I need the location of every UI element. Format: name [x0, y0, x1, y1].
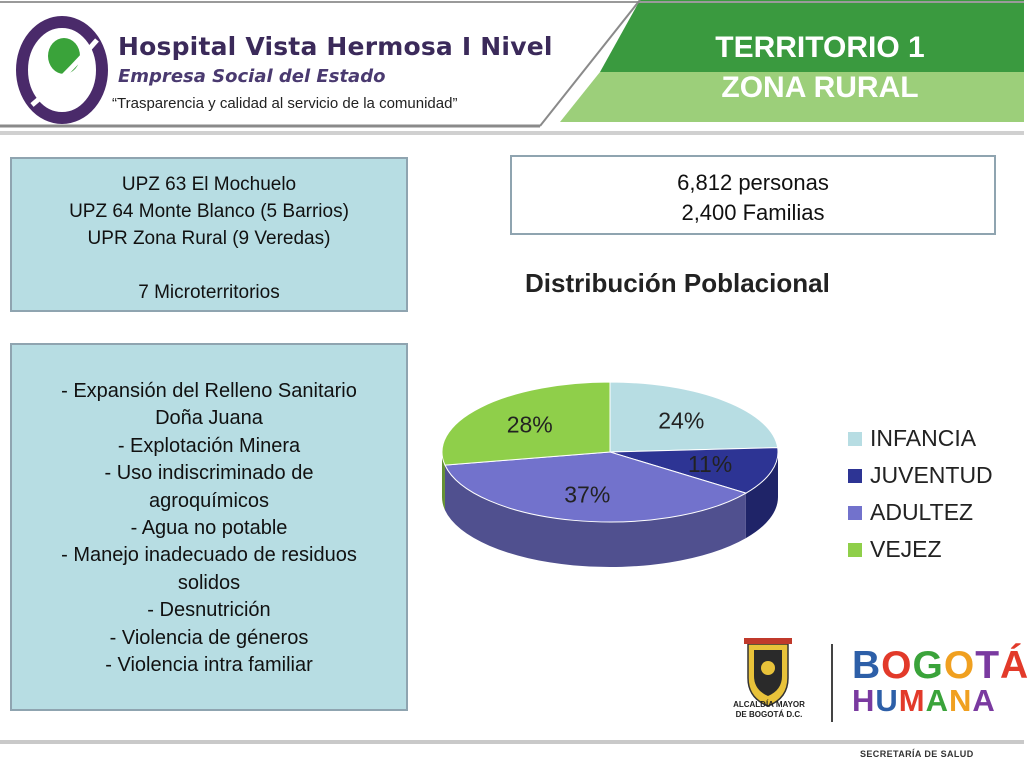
- footer-divider: [0, 740, 1024, 744]
- pie-label-infancia: 24%: [658, 407, 705, 434]
- footer-label: SECRETARÍA DE SALUD: [860, 749, 974, 759]
- problem-item: solidos: [177, 571, 241, 594]
- problem-item: - Expansión del Relleno Sanitario: [61, 380, 357, 402]
- legend-item-juventud: [848, 457, 993, 494]
- bogota-logo-top: [852, 645, 1029, 687]
- territory-title: [650, 28, 990, 108]
- pie-label-vejez: 28%: [506, 411, 553, 438]
- humana-word: HUMANA: [852, 683, 996, 718]
- problem-item: - Explotación Minera: [117, 434, 301, 457]
- info-line: UPZ 63 El Mochuelo: [121, 174, 297, 195]
- legend-item-infancia: [848, 420, 993, 457]
- legend-swatch: [848, 543, 862, 557]
- legend-label: JUVENTUD: [870, 462, 993, 488]
- legend-label: VEJEZ: [870, 536, 942, 562]
- problem-item: Doña Juana: [155, 407, 263, 430]
- problem-item: agroquímicos: [148, 489, 270, 512]
- info-box: [10, 157, 408, 312]
- territory-line-2: ZONA RURAL: [721, 71, 919, 104]
- legend-item-adultez: [848, 494, 993, 531]
- problem-item: - Manejo inadecuado de residuos: [61, 544, 357, 567]
- info-line: UPR Zona Rural (9 Veredas): [87, 228, 331, 249]
- population-persons: 6,812 personas: [677, 170, 829, 195]
- problem-item: - Violencia intra familiar: [105, 654, 313, 677]
- problem-item: - Uso indiscriminado de: [104, 462, 314, 485]
- bogota-logo-bottom: [852, 684, 996, 718]
- info-line: UPZ 64 Monte Blanco (5 Barrios): [69, 201, 349, 222]
- hospital-logo: [12, 10, 112, 125]
- header: [0, 0, 1024, 140]
- territory-line-1: TERRITORIO 1: [715, 31, 925, 64]
- hospital-subtitle: Empresa Social del Estado: [118, 66, 386, 87]
- legend-swatch: [848, 506, 862, 520]
- hospital-name: Hospital Vista Hermosa I Nivel: [118, 32, 553, 61]
- alcaldia-shield-icon: [744, 638, 792, 706]
- legend-swatch: [848, 469, 862, 483]
- bogota-word: BOGOTÁ: [852, 644, 1029, 687]
- pie-label-juventud: 11%: [687, 451, 733, 478]
- legend-label: ADULTEZ: [870, 499, 974, 525]
- problem-item: - Desnutrición: [147, 599, 271, 622]
- chart-legend: [848, 420, 993, 568]
- problem-item: - Agua no potable: [130, 517, 288, 540]
- alcaldia-label: ALCALDÍA MAYOR DE BOGOTÁ D.C.: [733, 700, 805, 719]
- problem-item: - Violencia de géneros: [109, 626, 309, 649]
- info-line: [12, 252, 406, 279]
- info-line: 7 Microterritorios: [138, 282, 280, 303]
- legend-swatch: [848, 432, 862, 446]
- chart-title: Distribución Poblacional: [525, 268, 830, 298]
- pie-chart: [430, 370, 810, 600]
- pie-label-adultez: 37%: [564, 481, 611, 508]
- problems-box: [10, 343, 408, 711]
- legend-label: INFANCIA: [870, 425, 977, 451]
- legend-item-vejez: [848, 531, 993, 568]
- population-families: 2,400 Familias: [681, 200, 825, 225]
- population-box: [510, 155, 996, 235]
- hospital-slogan: “Trasparencia y calidad al servicio de la comunidad”: [112, 95, 458, 112]
